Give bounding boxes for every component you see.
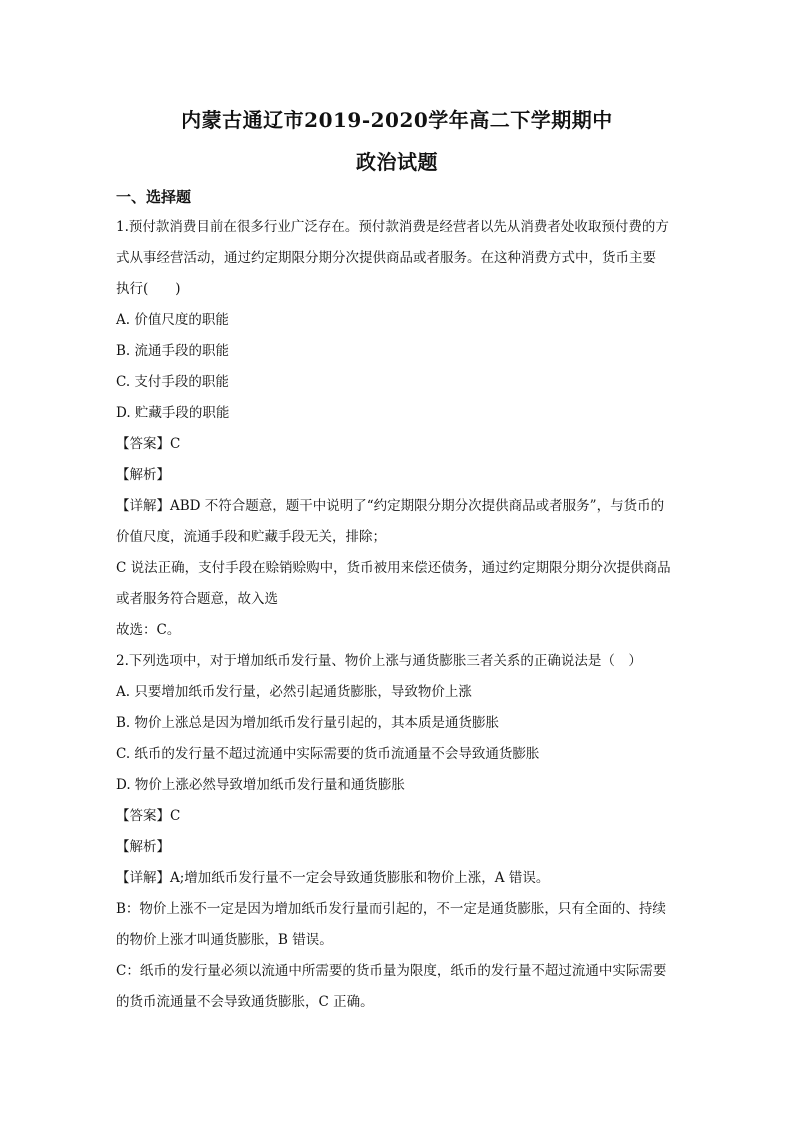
option-line: A. 只要增加纸币发行量，必然引起通货膨胀，导致物价上涨 [116,684,472,700]
section-heading: 一、选择题 [116,188,192,206]
text-line: 执行( ) [116,281,181,297]
text-line: 的物价上涨才叫通货膨胀，B 错误。 [116,932,333,948]
option-line: C. 纸币的发行量不超过流通中实际需要的货币流通量不会导致通货膨胀 [116,746,540,762]
text-line: C：纸币的发行量必须以流通中所需要的货币量为限度，纸币的发行量不超过流通中实际需要 [116,963,667,979]
answer-line: 【答案】C [116,808,181,824]
text-line: 故选：C。 [116,622,181,638]
document-title: 内蒙古通辽市2019-2020学年高二下学期期中 [181,108,613,132]
document-subtitle: 政治试题 [356,150,438,174]
analysis-heading: 【解析】 [116,839,170,855]
option-line: B. 物价上涨总是因为增加纸币发行量引起的，其本质是通货膨胀 [116,715,500,731]
text-line: 【详解】A;增加纸币发行量不一定会导致通货膨胀和物价上涨，A 错误。 [116,870,550,886]
text-line: 或者服务符合题意，故入选 [116,591,278,607]
option-line: C. 支付手段的职能 [116,374,229,390]
option-line: D. 贮藏手段的职能 [116,405,230,421]
option-line: A. 价值尺度的职能 [116,312,229,328]
text-line: 1.预付款消费目前在很多行业广泛存在。预付款消费是经营者以先从消费者处收取预付费的方 [116,219,669,235]
option-line: B. 流通手段的职能 [116,343,230,359]
text-line: B：物价上涨不一定是因为增加纸币发行量而引起的，不一定是通货膨胀，只有全面的、持续 [116,901,666,917]
text-line: 的货币流通量不会导致通货膨胀，C 正确。 [116,994,374,1010]
text-line: 式从事经营活动，通过约定期限分期分次提供商品或者服务。在这种消费方式中，货币主要 [116,250,656,266]
text-line: C 说法正确，支付手段在赊销赊购中，货币被用来偿还债务，通过约定期限分期分次提供商品 [116,560,671,576]
answer-line: 【答案】C [116,436,181,452]
text-line: 价值尺度，流通手段和贮藏手段无关，排除； [116,529,386,545]
option-line: D. 物价上涨必然导致增加纸币发行量和通货膨胀 [116,777,405,793]
text-line: 2.下列选项中，对于增加纸币发行量、物价上涨与通货膨胀三者关系的正确说法是（ ） [116,653,642,669]
analysis-heading: 【解析】 [116,467,170,483]
text-line: 【详解】ABD 不符合题意，题干中说明了“约定期限分期分次提供商品或者服务”，与货币的 [116,498,665,514]
